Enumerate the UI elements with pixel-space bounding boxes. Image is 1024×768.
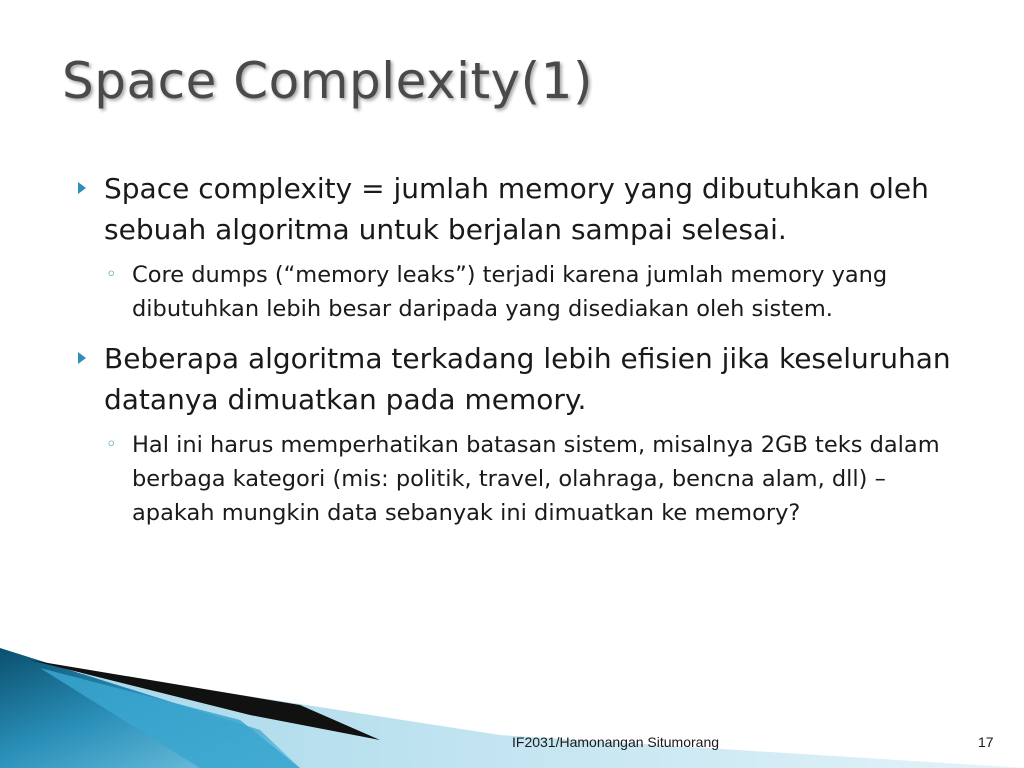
triangle-right-icon [78, 182, 86, 194]
sub-bullet-item [76, 258, 966, 326]
bullet-item [76, 338, 966, 420]
page-number: 17 [978, 734, 994, 750]
circle-bullet-icon: ◦ [106, 264, 117, 285]
sub-bullet-text: Core dumps (“memory leaks”) terjadi karena jumlah memory yang dibutuhkan lebih besar daripada yang disediakan oleh sistem. [132, 262, 888, 322]
sub-bullet-item [76, 428, 966, 530]
bullet-item [76, 168, 966, 250]
sub-bullet-text: Hal ini harus memperhatikan batasan sistem, misalnya 2GB teks dalam berbaga kategori (mis: politik, travel, olahraga, bencna alam, dll) – apakah mungkin data sebanyak ini dimuatkan ke memory? [132, 432, 940, 526]
bullet-text: Space complexity = jumlah memory yang dibutuhkan oleh sebuah algoritma untuk berjalan sampai selesai. [104, 172, 929, 246]
circle-bullet-icon: ◦ [106, 434, 117, 455]
slide-title: Space Complexity(1) [62, 52, 593, 110]
triangle-right-icon [78, 352, 86, 364]
slide-body [76, 168, 966, 542]
footer-text: IF2031/Hamonangan Situmorang [512, 734, 720, 750]
bullet-text: Beberapa algoritma terkadang lebih efisien jika keseluruhan datanya dimuatkan pada memory. [104, 342, 951, 416]
